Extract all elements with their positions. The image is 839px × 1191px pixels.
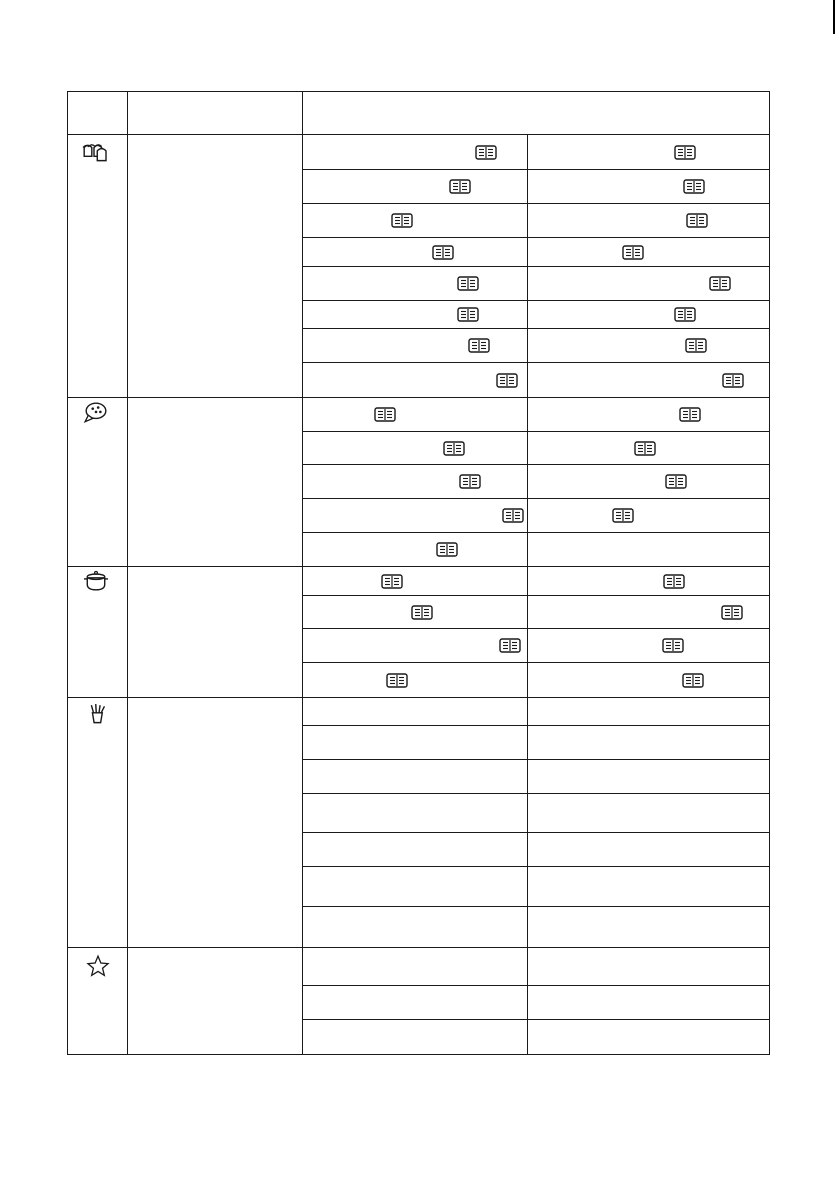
recipe-book-icon [622,245,644,260]
program-column-divider [527,947,528,1054]
recipe-book-icon [674,145,696,160]
recipe-book-icon [436,542,458,557]
program-row-divider [302,362,770,363]
recipe-book-icon [709,276,731,291]
program-row-divider [302,203,770,204]
recipe-book-icon [663,574,685,589]
table-border-right [769,91,770,1055]
program-row-divider [302,906,770,907]
recipe-book-icon [612,508,634,523]
program-row-divider [302,725,770,726]
recipe-book-icon [459,474,481,489]
program-row-divider [302,985,770,986]
recipe-book-icon [411,605,433,620]
recipe-book-icon [682,673,704,688]
column-divider-category [302,91,303,1054]
star-icon [84,954,112,978]
program-column-divider [527,397,528,566]
program-column-divider [527,566,528,697]
table-border-left [67,91,68,1055]
recipe-book-icon [634,441,656,456]
recipe-book-icon [722,373,744,388]
recipe-book-icon [475,145,497,160]
program-row-divider [302,1019,770,1020]
fries-icon [85,703,113,727]
program-row-divider [302,832,770,833]
recipe-book-icon [468,338,490,353]
column-divider-icon [127,91,128,1054]
recipe-book-icon [496,373,518,388]
table-border-bottom [67,1054,770,1055]
recipe-book-icon [662,638,684,653]
program-row-divider [302,464,770,465]
program-row-divider [302,793,770,794]
group-divider [67,566,770,567]
group-divider [67,697,770,698]
recipe-book-icon [499,638,521,653]
program-row-divider [302,628,770,629]
cooking-pot-icon [82,568,110,592]
program-row-divider [302,759,770,760]
recipe-book-icon [374,407,396,422]
header-divider [67,134,770,135]
recipe-book-icon [665,474,687,489]
recipe-book-icon [457,276,479,291]
recipe-book-icon [685,338,707,353]
program-row-divider [302,662,770,663]
recipe-book-icon [457,307,479,322]
program-row-divider [302,237,770,238]
recipe-book-icon [391,213,413,228]
recipe-book-icon [679,407,701,422]
bread-rolls-icon [80,141,108,165]
recipe-book-icon [683,179,705,194]
recipe-book-icon [443,441,465,456]
program-row-divider [302,532,770,533]
program-row-divider [302,595,770,596]
recipe-book-icon [686,213,708,228]
table-border-top [67,91,770,92]
recipe-book-icon [381,574,403,589]
program-row-divider [302,266,770,267]
group-divider [67,397,770,398]
recipe-book-icon [449,179,471,194]
program-row-divider [302,328,770,329]
recipe-book-icon [721,605,743,620]
recipe-book-icon [502,508,524,523]
program-row-divider [302,431,770,432]
program-row-divider [302,498,770,499]
program-column-divider [527,697,528,947]
recipe-book-icon [674,307,696,322]
group-divider [67,947,770,948]
recipe-book-icon [386,673,408,688]
recipe-book-icon [432,245,454,260]
pizza-icon [82,401,110,425]
program-row-divider [302,866,770,867]
program-row-divider [302,169,770,170]
program-row-divider [302,300,770,301]
